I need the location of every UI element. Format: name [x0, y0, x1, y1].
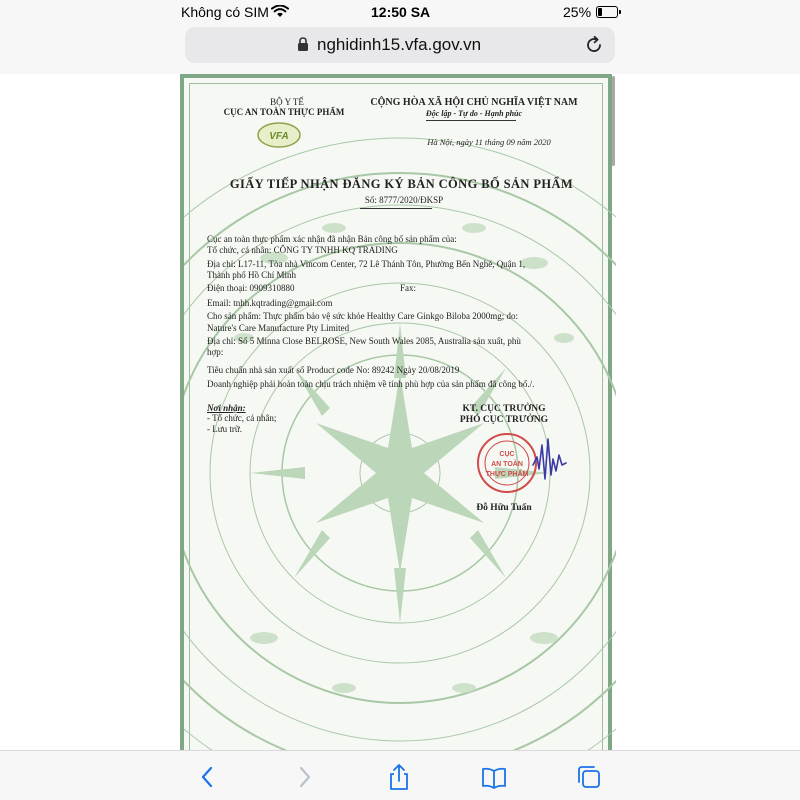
address-bar[interactable] — [185, 27, 615, 63]
signer-title: KT. CỤC TRƯỞNG — [462, 404, 546, 414]
vfa-logo-text: VFA — [269, 131, 289, 142]
document-title: GIẤY TIẾP NHẬN ĐĂNG KÝ BẢN CÔNG BỐ SẢN PHẨM — [229, 177, 574, 191]
document-number: Số: 8777/2020/ĐKSP — [364, 195, 444, 205]
body-line-conformity: hợp: — [207, 347, 224, 357]
signer-deputy-title: PHÓ CỤC TRƯỞNG — [459, 415, 549, 425]
national-motto: Độc lập - Tự do - Hạnh phúc — [425, 109, 523, 118]
bookmarks-icon[interactable] — [480, 763, 508, 791]
body-line-manufacturer: Nature's Care Manufacture Pty Limited — [207, 323, 350, 333]
back-icon[interactable] — [194, 763, 222, 791]
agency-name: CỤC AN TOÀN THỰC PHẨM — [223, 107, 345, 117]
signer-name: Đỗ Hữu Tuấn — [476, 503, 532, 513]
motto-underline — [426, 120, 516, 121]
recipients-label: Nơi nhận: — [207, 403, 246, 413]
page-scrollbar[interactable] — [612, 76, 615, 166]
lock-icon — [297, 37, 309, 51]
body-line-phone: Điện thoại: 0909310880 — [207, 283, 295, 293]
body-line-email: Email: tnhh.kqtrading@gmail.com — [207, 298, 333, 308]
wifi-icon — [271, 5, 289, 18]
body-line-fax: Fax: — [400, 283, 417, 293]
battery-percent: 25% — [563, 4, 592, 20]
recipient-item: - Lưu trữ. — [207, 424, 242, 434]
share-icon[interactable] — [385, 763, 413, 791]
clock: 12:50 SA — [371, 4, 431, 20]
issue-date: Hà Nội, ngày 11 tháng 09 năm 2020 — [427, 137, 551, 147]
vfa-logo-icon — [256, 121, 302, 149]
number-underline — [360, 208, 432, 209]
battery-icon — [596, 6, 618, 18]
handwritten-signature-icon — [529, 435, 569, 491]
body-line-intro: Cục an toàn thực phẩm xác nhận đã nhận Bản công bố sản phẩm của: — [207, 234, 457, 244]
body-line-organization: Tổ chức, cá nhân: CÔNG TY TNHH KQ TRADING — [207, 245, 398, 255]
browser-address-area — [0, 24, 800, 74]
battery-level-fill — [598, 8, 602, 16]
body-line-responsibility: Doanh nghiệp phải hoàn toàn chịu trách nhiệm về tính phù hợp của sản phẩm đã công bố./. — [207, 379, 535, 389]
carrier-label: Không có SIM — [181, 4, 269, 20]
stamp-text-line: THỰC PHẨM — [485, 471, 529, 478]
body-line-product: Cho sản phẩm: Thực phẩm bảo vệ sức khỏe Healthy Care Ginkgo Biloba 2000mg; do: — [207, 311, 519, 321]
url-text[interactable]: nghidinh15.vfa.gov.vn — [317, 35, 482, 54]
certificate-document — [180, 74, 612, 750]
body-line-manufacturer-address: Địa chỉ: Số 5 Minna Close BELROSE, New South Wales 2085, Australia sản xuất, phù — [207, 336, 521, 346]
ministry-name: BỘ Y TẾ — [270, 97, 304, 107]
body-line-address: Địa chỉ: L17-11, Tòa nhà Vincom Center, 72 Lê Thánh Tôn, Phường Bến Nghé, Quận 1, — [207, 259, 526, 269]
body-line-city: Thành phố Hồ Chí Minh — [207, 270, 296, 280]
recipient-item: - Tổ chức, cá nhân; — [207, 413, 277, 423]
web-content[interactable] — [180, 74, 620, 750]
certificate-text — [184, 78, 616, 750]
country-name: CỘNG HÒA XÃ HỘI CHỦ NGHĨA VIỆT NAM — [370, 97, 578, 108]
reload-icon[interactable] — [584, 35, 604, 55]
body-line-standard: Tiêu chuẩn nhà sản xuất số Product code No: 89242 Ngày 20/08/2019 — [207, 365, 460, 375]
tabs-icon[interactable] — [575, 763, 603, 791]
stamp-text-line: CỤC — [499, 451, 515, 458]
browser-toolbar — [0, 750, 800, 800]
status-bar — [0, 0, 800, 24]
stamp-text-line: AN TOÀN — [491, 461, 523, 468]
forward-icon[interactable] — [290, 763, 318, 791]
